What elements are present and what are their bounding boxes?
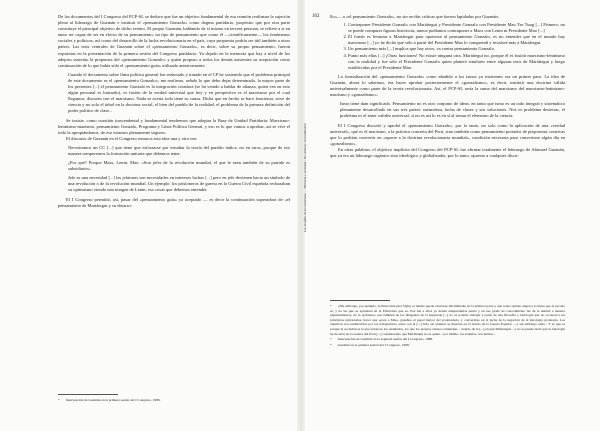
- footnote: * Intervención de Guzmán en la segunda sesión del I Congreso, 1988.: [330, 337, 434, 342]
- list-item: 4. Punto más ellas [...] ¡Otras funciones! No existe ninguna otra. Mariátegui no, porque él es fusión marxismo-leninismo con la realidad y fue sólo el Presidente Gonzalo quien planteó similares entre algunas tesis de Mariátegui y luego establecidas por el Presidente Mao.: [348, 53, 565, 71]
- block-quote: Jefe es una necesidad [...] las jefaturas son necesidades en intereses luchas [...] pero en jefe devienen hacia un símbolo de una revolución o de la revolución mundial. Un ejemplo: los prisioneros de guerra en la Guerra Civil española rechazaban su optimismo viendo una imagen de Lenin, eso cosas que debemos entender.: [68, 175, 290, 193]
- left-footnote: [58, 398, 290, 403]
- block-quote: Cuando el documento sobre línea política general fue redactado y tratado en el CP he sostenido que el problema principal de este documento es el «pensamiento Gonzalo»; me reafirmo, señalo lo que debo dejar determinado, la mayor parte de los presentes [...] el pensamiento Gonzalo es la integración creadora (se ha venido a hablar de alianza, quien vea en esto algún personal es bastardo), es fusión de la verdad universal que hoy y en perspectiva es el marxismo por el cual llegamos, discutes con el marxismo. Nada se acerta todo tiene su causa. Dicha que en hecho se hace funcionar, sirve de ciencia y no solo el árbol en la doctrina social, el bien del pueblo de la realidad, el problema de la primera definición del poder político de clase...: [68, 71, 290, 114]
- footnote: * Guzmán en la primera sesión del I Congreso, 1988.: [330, 342, 410, 347]
- footnote-text: Intervención de Guzmán en la primera sesión del I Congreso, 1988.: [65, 398, 161, 402]
- block-quote: Necesitamos un CC [...] que tiene que esforzarse por estudiar la teoría del partido índica, no en otros, porque de eso manera romperemos la formación unitaria que debemos tener.: [68, 144, 290, 156]
- paragraph: De los documentos del I Congreso del PCP-SL se deduce que fue un objetivo fundamental de esa reunión reafirmar la sujeción plena al liderazgo de Guzmán e instituir el «pensamiento Gonzalo» como dogma partidario, propósito que por otra parte constituye el principal objetivo de dicho evento. El propio Guzmán, hablando de sí mismo en tercera persona, se refiere a sí en tanto ser capaz de ser en efecto de su pensamiento, un tipo de pensamiento que como él —científicamente— los fenómenos sociales y políticos, así como del desarrollo de la lucha revolucionaria en el país, cuya propuesta podría ser útil también a otros países. Las tesis centrales de Guzmán sobre el «pensamiento Gonzalo», es decir, sobre su propio pensamiento, fueron expuestas en la presentación de la primera sesión del Congreso partidario. Ya dejado en la memoria que hay a nivel de los adeptos sustento la propuesta del «pensamiento Gonzalo» y quien propuso a todos los demás asistentes su aceptación como continuación de lo que había sido el «pensamiento guía» utilizado anteriormente.: [58, 14, 290, 68]
- left-body-text: [58, 14, 290, 209]
- footnote-rule: [330, 300, 390, 301]
- list-item: 3. Un pensamiento más [...] implica que hay otros, va contra pensamiento Gonzalo.: [348, 46, 565, 52]
- paragraph: El discurso de Guzmán en el Congreso remarca esta idea una y otra vez:: [66, 135, 198, 141]
- list-item: 1. Contraponer Presidente Gonzalo con Mariátegui y Presidente Gonzalo con Presidente Mao Tse Tung [...] Primero, no se puede comparar figuras históricas, nunca podíamos contraponer a Marx con Lenin ni Presidente Mao [...]: [348, 22, 565, 34]
- running-head: Los desafíos de la resistencia — Memoria y sociedad / No verdad y reconciliación: [303, 123, 307, 232]
- paragraph: El I Congreso permitió, así, pasar del «pensamiento guía» ya aceptado — es decir la continuación superadora de «el pensamiento de Mariátegui y su desarro-: [58, 196, 290, 208]
- paragraph: llo»— a «el pensamiento Gonzalo», no sin recibir críticas que fueron lapidadas por Guzmán:: [330, 14, 499, 19]
- block-quote: Ismo tiene dam significado. Pensamiento no es otro conjunto de ideas, en tanto que ismo es un todo integral y sistemático plenamente desarrollado en sus tres partes: naturaleza, lucha de clases y sus soluciones. Nos es problema desterrar, el problema es el tener validez universal, si no es así lo es en sí al tomar el elemento de la ciencia.: [340, 101, 565, 119]
- footnote-rule: [58, 394, 118, 395]
- paragraph: Se insiste, como cuestión trascendental y fundamental tendremos que adoptar la Base de Unidad Partidaria: Marxismo-leninismo-maoísmo, pensamiento Gonzalo, Programa y Línea Política General, y eso es lo que vamos a aprobar, así se vive el todo la apropiándonos, de eso estamos plenamente seguros.: [58, 117, 290, 135]
- right-body-text: [330, 14, 565, 159]
- footnote-marker: *: [58, 398, 60, 402]
- paragraph: La formalización del «pensamiento Gonzalo» como añadido a los ismos ya existentes era un primer paso. La idea de Guzmán, ahora lo sabemos, era hacer aprobar posteriormente el «gonzalismo», es decir, instituir una doctrina válida universalmente como parte de la teoría revolucionaria. Así, el PCP-SL sería la suma del marxismo del marxismo-leninismo-maoísmo y «gonzalismo»:: [330, 73, 565, 98]
- paragraph: En otras palabras, el objetivo implícito del Congreso del PCP-SL fue afirmar totalmente el liderazgo de Abimael Guzmán, que ya era un liderazgo orgánico sino ideológico y globalizador, por lo tanto, opuesto a cualquier discu-: [330, 146, 565, 158]
- block-quote: ¿Por qué? Porque Marx, Lenin, Mao: «Son jefes de la revolución mundial, el que le sean también de su partido es subsidiario».: [68, 160, 290, 172]
- page-number: 102: [312, 14, 320, 19]
- footnote: * «Sin embargo, por ejemplo, la Entrevista [del Siglo] el debate puede centrarse inicialmente en la primera parte y que todos opinan ungen a la ideas que el pecado es, y no las que se aprueben en la Entrevista que es. Ese fue a ellos ya deben emprenderlas punto y en ese grado de conocimiento las de la unidad a nuestra planteamientos, de la «jefatura» son también de los dirigentes de la izquierda [...] no es posible trabajar a partir de una filosofía o ideología que no reconozca los principios universales, hacer que «para a Mao» ganeños el papel mayor del proletariado, y convertirse en la lucha de la negación de la ideología proletaria. Los objetivos son establecidos por los trabajadores, estas con él [...] Sólo así quienes se mueven en el estado de la Guerra Popular —y sin embargo ellas... Y es que es porque la sociedad es la que entonces los resultados, los que los propios obreros entienden... cuando de la [...] en qué Mariátegui... y no se puede decir que la ideología ha de estar en la Guerra del Perú [...] considerando que Mariátegui no es quien... por último, los sentidos, nos hemos...: [330, 304, 565, 336]
- numbered-list: [340, 22, 565, 71]
- paragraph: El I Congreso discutió y aprobó el «pensamiento Gonzalo», por lo tanto, no solo como la aplicación de una «verdad universal», que es el maoísmo, a la práctica concreta del Perú, sino también como pensamiento portador de propuestas creativas que lo podrían convertir en «aporte a la doctrina revolucionaria mundial», condición necesaria para convertirse algún día en «gonzalismo».: [330, 122, 565, 146]
- list-item: 2. El fondo es levantar a Mariátegui para oponerse al pensamiento Gonzalo, es no entender que en el mundo hay marxismo [...] yo he dicho que sólo a partir del Presidente Mao lo comprendí y revaloré más a Mariátegui.: [348, 34, 565, 46]
- right-footnotes: [330, 304, 565, 348]
